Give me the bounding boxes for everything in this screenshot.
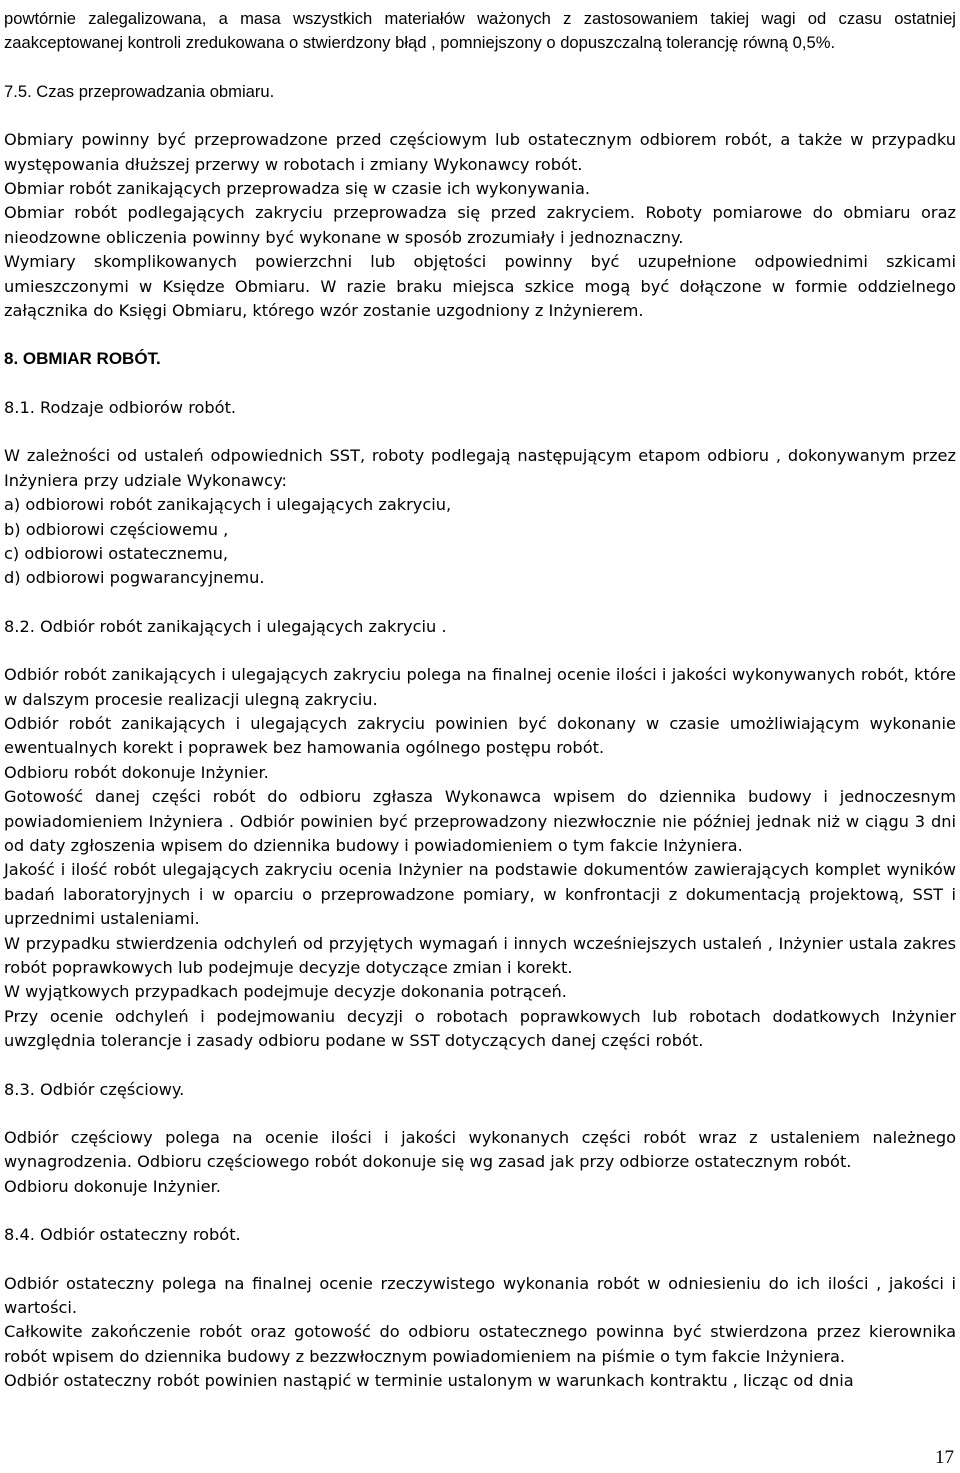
section-heading-8-4: 8.4. Odbiór ostateczny robót. [4,1225,241,1245]
paragraph-7-5-4: Wymiary skomplikowanych powierzchni lub objętości powinny być uzupełnione odpowiednimi szkicami umieszczonymi w Księdze Obmiaru. W razie braku miejsca szkice mogą być dołączone w formie oddzielnego załącznika do Księgi Obmiaru, którego wzór zostanie uzgodniony z Inżynierem. [4,252,956,321]
list-item: d) odbiorowi pogwarancyjnemu. [4,568,265,588]
section-heading-7-5: 7.5. Czas przeprowadzania obmiaru. [4,81,275,101]
paragraph-8-1-intro: W zależności od ustaleń odpowiednich SST, roboty podlegają następującym etapom odbioru , dokonywanym przez Inżyniera przy udziale Wykonawcy: [4,446,956,490]
section-heading-8-2: 8.2. Odbiór robót zanikających i ulegających zakryciu . [4,616,447,636]
paragraph-8-4-1: Odbiór ostateczny polega na finalnej ocenie rzeczywistego wykonania robót w odniesieniu do ich ilości , jakości i wartości. [4,1273,956,1318]
spacer [4,1054,956,1078]
spacer [4,372,956,396]
list-item: b) odbiorowi częściowemu , [4,519,229,539]
page-number: 17 [935,1447,954,1468]
paragraph-7-5-2: Obmiar robót zanikających przeprowadza się w czasie ich wykonywania. [4,179,591,199]
paragraph-8-2-8: Przy ocenie odchyleń i podejmowaniu decyzji o robotach poprawkowych lub robotach dodatkowych Inżynier uwzględnia tolerancje i zasady odbioru podane w SST dotyczących danej części robót. [4,1006,956,1051]
spacer [4,591,956,615]
paragraph-8-4-3: Odbiór ostateczny robót powinien nastąpić w terminie ustalonym w warunkach kontraktu , licząc od dnia [4,1371,854,1391]
paragraph-8-2-5: Jakość i ilość robót ulegających zakryciu ocenia Inżynier na podstawie dokumentów zawierających komplet wyników badań laboratoryjnych i w oparciu o przeprowadzone pomiary, w konfrontacji z dokumentacją projektową, SST i uprzednimi ustaleniami. [4,860,956,929]
list-item: a) odbiorowi robót zanikających i ulegających zakryciu, [4,495,452,515]
section-heading-8: 8. OBMIAR ROBÓT. [4,349,161,369]
section-heading-8-3: 8.3. Odbiór częściowy. [4,1079,185,1099]
paragraph-8-2-2: Odbiór robót zanikających i ulegających zakryciu powinien być dokonany w czasie umożliwiającym wykonanie ewentualnych korekt i poprawek bez hamowania ogólnego postępu robót. [4,713,956,758]
paragraph-weighing-tolerance: powtórnie zalegalizowana, a masa wszystkich materiałów ważonych z zastosowaniem takiej wagi od czasu ostatniej zaakceptowanej kontroli zredukowana o stwierdzony błąd , pomniejszony o dopuszczalną tolerancję równą 0,5%. [4,9,956,53]
paragraph-8-2-1: Odbiór robót zanikających i ulegających zakryciu polega na finalnej ocenie ilości i jakości wykonywanych robót, które w dalszym procesie realizacji ulegną zakryciu. [4,665,956,709]
spacer [4,1199,956,1223]
paragraph-8-2-3: Odbioru robót dokonuje Inżynier. [4,762,269,782]
spacer [4,1102,956,1126]
paragraph-7-5-1: Obmiary powinny być przeprowadzone przed częściowym lub ostatecznym odbiorem robót, a także w przypadku występowania dłuższej przerwy w robotach i zmiany Wykonawcy robót. [4,130,956,174]
paragraph-7-5-3: Obmiar robót podlegających zakryciu przeprowadza się przed zakryciem. Roboty pomiarowe do obmiaru oraz nieodzowne obliczenia powinny być wykonane w sposób zrozumiały i jednoznaczny. [4,203,956,247]
spacer [4,420,956,444]
paragraph-8-2-6: W przypadku stwierdzenia odchyleń od przyjętych wymagań i innych wcześniejszych ustaleń , Inżynier ustala zakres robót poprawkowych lub podejmuje decyzje dotyczące zmian i korekt. [4,933,956,977]
spacer [4,104,956,128]
section-heading-8-1: 8.1. Rodzaje odbiorów robót. [4,397,237,417]
paragraph-8-2-7: W wyjątkowych przypadkach podejmuje decyzje dokonania potrąceń. [4,982,567,1002]
list-item: c) odbiorowi ostatecznemu, [4,543,229,563]
paragraph-8-3-1: Odbiór częściowy polega na ocenie ilości i jakości wykonanych części robót wraz z ustaleniem należnego wynagrodzenia. Odbioru częściowego robót dokonuje się wg zasad jak przy odbiorze ostatecznym robót. [4,1128,956,1172]
spacer [4,1248,956,1272]
paragraph-8-3-2: Odbioru dokonuje Inżynier. [4,1176,221,1196]
spacer [4,56,956,80]
paragraph-8-2-4: Gotowość danej części robót do odbioru zgłasza Wykonawca wpisem do dziennika budowy i jednoczesnym powiadomieniem Inżyniera . Odbiór powinien być przeprowadzony niezwłocznie nie później jednak niż w ciągu 3 dni od daty zgłoszenia wpisem do dziennika budowy i powiadomieniem o tym fakcie Inżyniera. [4,787,956,855]
paragraph-8-4-2: Całkowite zakończenie robót oraz gotowość do odbioru ostatecznego powinna być stwierdzona przez kierownika robót wpisem do dziennika budowy z bezzwłocznym powiadomieniem na piśmie o tym fakcie Inżyniera. [4,1322,956,1366]
spacer [4,323,956,347]
document-page [4,7,956,1394]
spacer [4,639,956,663]
